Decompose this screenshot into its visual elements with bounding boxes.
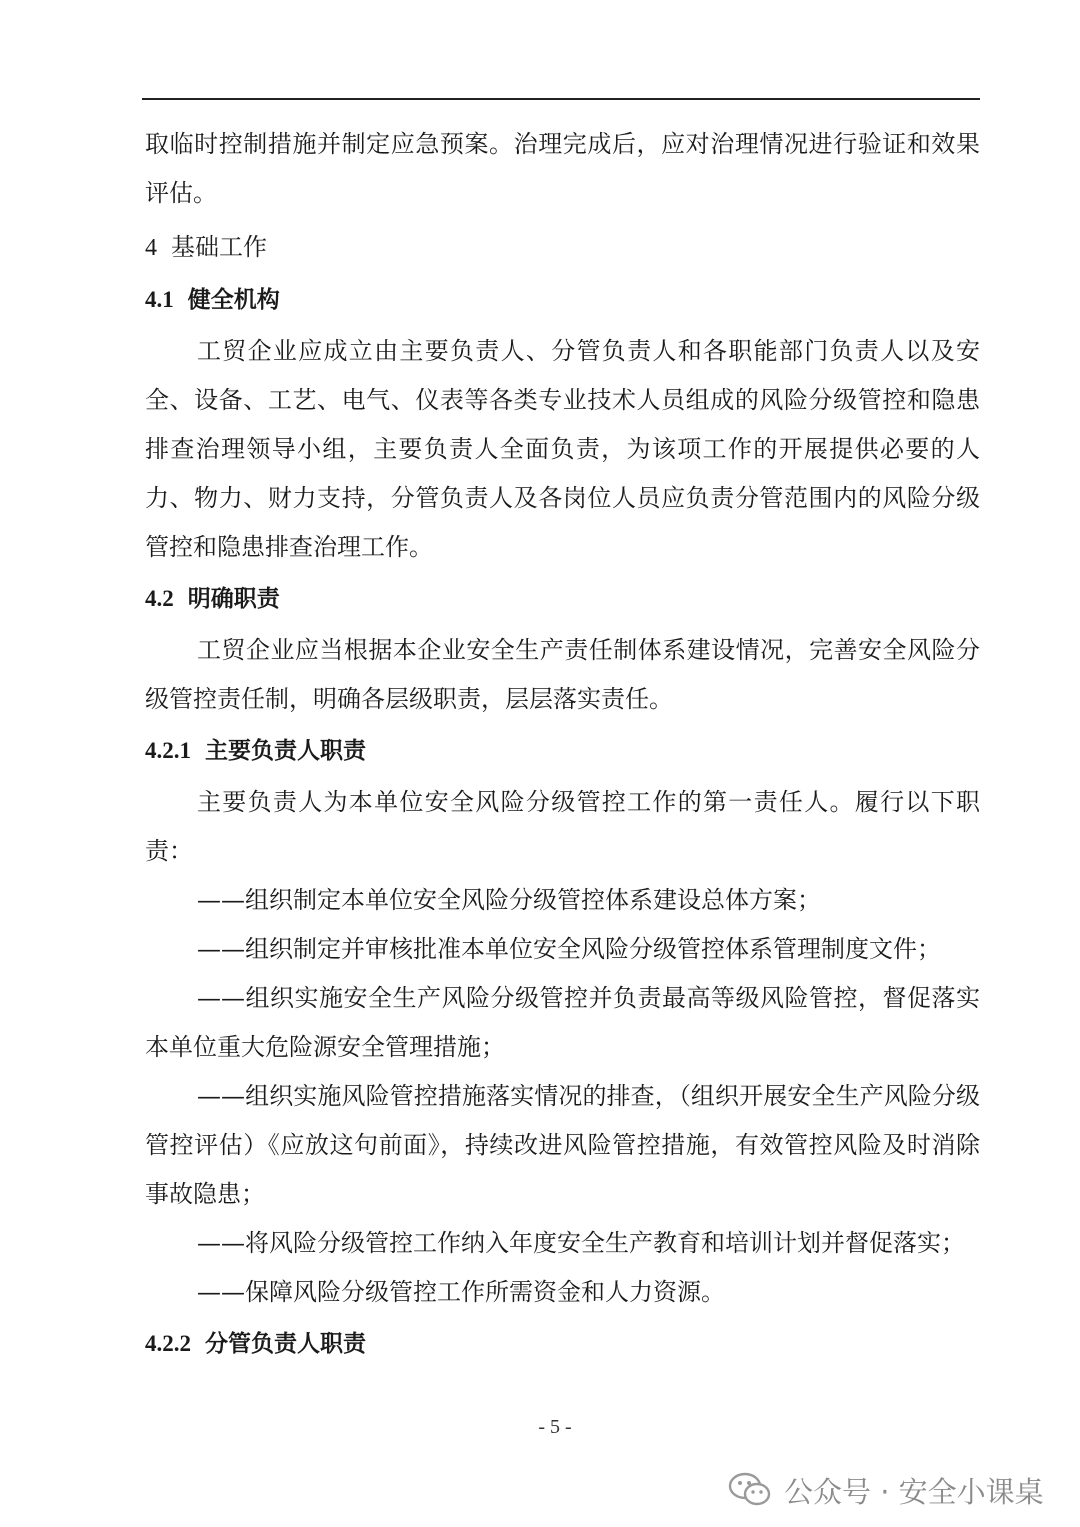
- watermark-text: 公众号 · 安全小课桌: [784, 1474, 1044, 1509]
- header-rule: [142, 98, 980, 100]
- intro-paragraph: 取临时控制措施并制定应急预案。治理完成后，应对治理情况进行验证和效果评估。: [145, 130, 980, 207]
- watermark: [728, 1460, 1044, 1520]
- section-4-2-1-lead: 主要负责人为本单位安全风险分级管控工作的第一责任人。履行以下职责：: [145, 788, 980, 865]
- duty-item: ——保障风险分级管控工作所需资金和人力资源。: [197, 1278, 725, 1306]
- section-number: 4.2.2: [145, 1331, 191, 1356]
- document-body: [145, 120, 980, 1371]
- section-number: 4.2: [145, 586, 174, 611]
- duty-item: ——组织制定本单位安全风险分级管控体系建设总体方案；: [197, 886, 821, 914]
- section-number: 4.2.1: [145, 738, 191, 763]
- section-4-1-paragraph: 工贸企业应成立由主要负责人、分管负责人和各职能部门负责人以及安全、设备、工艺、电气、仪表等各类专业技术人员组成的风险分级管控和隐患排查治理领导小组，主要负责人全面负责，为该项工作的开展提供必要的人力、物力、财力支持，分管负责人及各岗位人员应负责分管范围内的风险分级管控和隐患排查治理工作。: [145, 337, 980, 561]
- section-4-2-1-heading: [145, 726, 980, 776]
- section-number: 4.1: [145, 287, 174, 312]
- section-4-2-heading: [145, 574, 980, 624]
- section-title: 主要负责人职责: [205, 738, 366, 764]
- section-title: 明确职责: [187, 586, 280, 612]
- section-title: 分管负责人职责: [205, 1331, 366, 1357]
- section-4-2-2-heading: [145, 1319, 980, 1369]
- section-4-1-heading: [145, 275, 980, 325]
- page-number: - 5 -: [538, 1416, 572, 1438]
- duty-item: ——组织实施安全生产风险分级管控并负责最高等级风险管控，督促落实本单位重大危险源安全管理措施；: [145, 984, 980, 1061]
- duty-item: ——组织实施风险管控措施落实情况的排查，（组织开展安全生产风险分级管控评估）《应放这句前面》，持续改进风险管控措施，有效管控风险及时消除事故隐患；: [145, 1082, 980, 1208]
- wechat-icon: [728, 1471, 772, 1509]
- duty-item: ——将风险分级管控工作纳入年度安全生产教育和培训计划并督促落实；: [197, 1229, 965, 1257]
- duty-item: ——组织制定并审核批准本单位安全风险分级管控体系管理制度文件；: [197, 935, 941, 963]
- section-number: 4: [145, 235, 157, 261]
- section-4-heading: [145, 223, 980, 273]
- section-4-2-paragraph: 工贸企业应当根据本企业安全生产责任制体系建设情况，完善安全风险分级管控责任制，明确各层级职责，层层落实责任。: [145, 636, 980, 713]
- section-title: 基础工作: [171, 233, 267, 261]
- section-title: 健全机构: [187, 287, 280, 313]
